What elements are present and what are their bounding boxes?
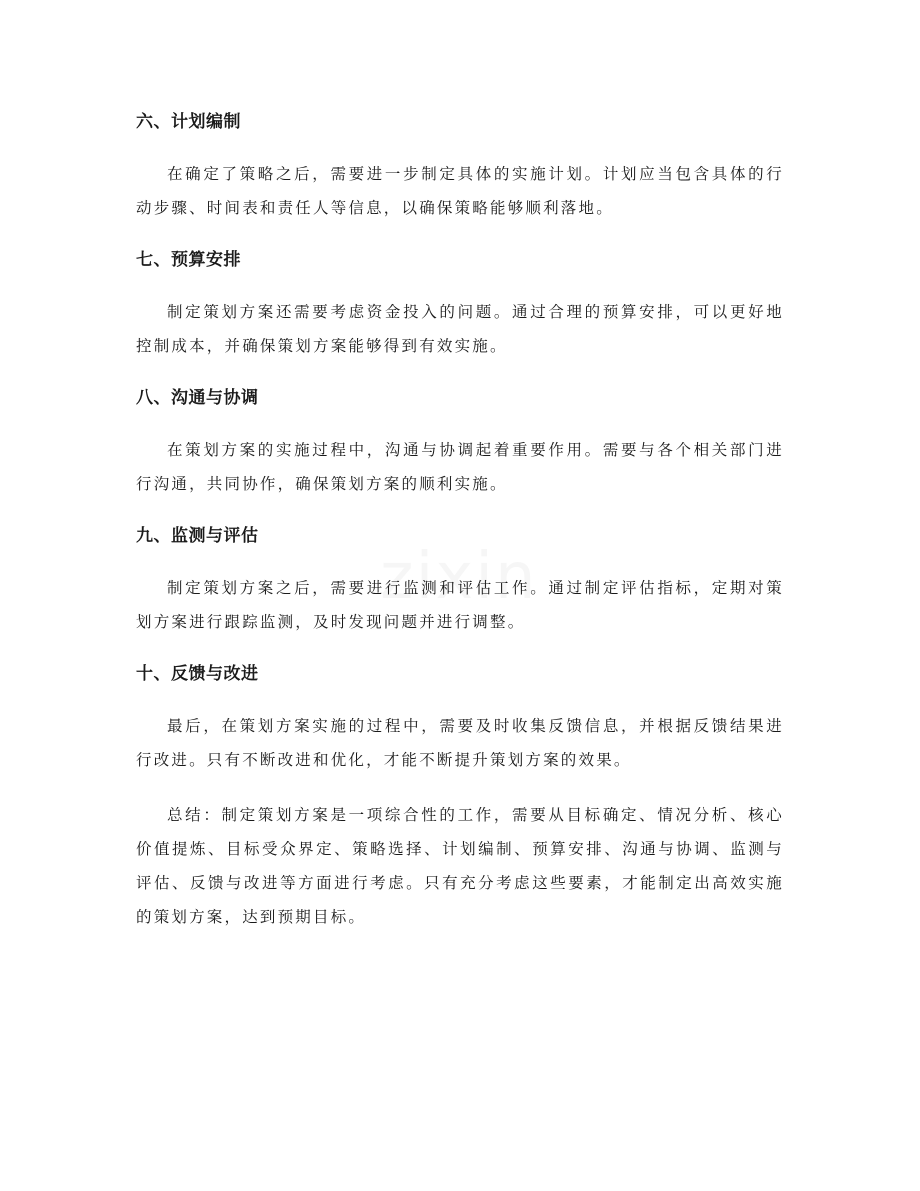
section-heading-budget: 七、预算安排 bbox=[136, 250, 241, 270]
section-body-plan: 在确定了策略之后，需要进一步制定具体的实施计划。计划应当包含具体的行动步骤、时间表和责任人等信息，以确保策略能够顺利落地。 bbox=[136, 165, 784, 217]
section-heading-monitoring: 九、监测与评估 bbox=[136, 526, 259, 546]
section-body-communication: 在策划方案的实施过程中，沟通与协调起着重要作用。需要与各个相关部门进行沟通，共同协作，确保策划方案的顺利实施。 bbox=[136, 441, 784, 493]
section-body-feedback: 最后，在策划方案实施的过程中，需要及时收集反馈信息，并根据反馈结果进行改进。只有不断改进和优化，才能不断提升策划方案的效果。 bbox=[136, 717, 784, 769]
section-heading-communication: 八、沟通与协调 bbox=[136, 388, 259, 408]
section-heading-feedback: 十、反馈与改进 bbox=[136, 664, 259, 684]
summary-paragraph: 总结：制定策划方案是一项综合性的工作，需要从目标确定、情况分析、核心价值提炼、目标受众界定、策略选择、计划编制、预算安排、沟通与协调、监测与评估、反馈与改进等方面进行考虑。只有充分考虑这些要素，才能制定出高效实施的策划方案，达到预期目标。 bbox=[136, 806, 784, 926]
section-body-budget: 制定策划方案还需要考虑资金投入的问题。通过合理的预算安排，可以更好地控制成本，并确保策划方案能够得到有效实施。 bbox=[136, 303, 784, 355]
document-body bbox=[136, 106, 784, 934]
section-heading-plan: 六、计划编制 bbox=[136, 112, 241, 132]
section-body-monitoring: 制定策划方案之后，需要进行监测和评估工作。通过制定评估指标，定期对策划方案进行跟踪监测，及时发现问题并进行调整。 bbox=[136, 579, 784, 631]
